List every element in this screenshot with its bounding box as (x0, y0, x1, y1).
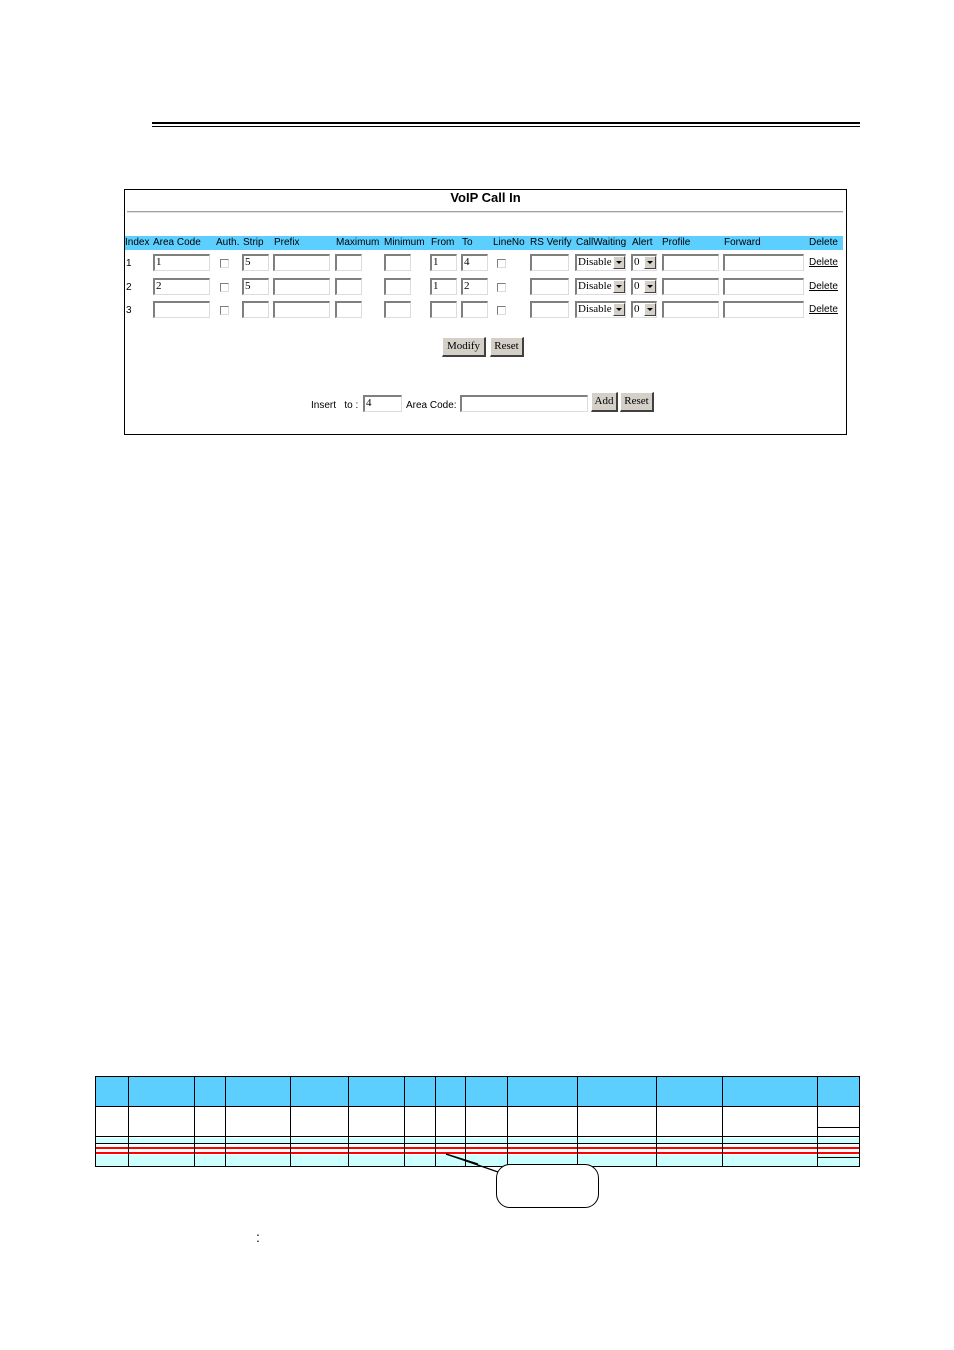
column-divider (404, 1077, 405, 1166)
delete-link[interactable]: Delete (809, 257, 838, 268)
rs-verify-input[interactable] (530, 254, 569, 271)
header-maximum: Maximum (336, 237, 380, 248)
alert-select[interactable] (631, 278, 657, 295)
lineno-checkbox[interactable] (497, 259, 506, 268)
rs-verify-input[interactable] (530, 301, 569, 318)
header-alert: Alert (632, 237, 653, 248)
callwaiting-select[interactable] (575, 278, 626, 295)
header-callwaiting: CallWaiting (576, 237, 627, 248)
header-to: To (462, 237, 473, 248)
prefix-input[interactable] (273, 278, 330, 295)
alert-select[interactable] (631, 254, 657, 271)
lineno-checkbox[interactable] (497, 283, 506, 292)
header-minimum: Minimum (384, 237, 425, 248)
row-divider (96, 1136, 859, 1137)
chevron-down-icon[interactable] (613, 256, 625, 269)
header-profile: Profile (662, 237, 691, 248)
column-divider (348, 1077, 349, 1166)
area-code-input[interactable]: 2 (153, 278, 210, 295)
to-input[interactable]: 4 (461, 254, 488, 271)
title-divider (127, 211, 843, 213)
header-forward: Forward (724, 237, 761, 248)
callwaiting-value: Disable (578, 303, 612, 315)
footer-colon: : (256, 1229, 260, 1245)
callwaiting-value: Disable (578, 256, 612, 268)
column-divider (656, 1077, 657, 1166)
row-index: 2 (126, 282, 132, 293)
rs-verify-input[interactable] (530, 278, 569, 295)
profile-input[interactable] (662, 301, 719, 318)
callwaiting-select[interactable] (575, 254, 626, 271)
minimum-input[interactable] (384, 254, 411, 271)
reset-insert-button[interactable]: Reset (620, 392, 654, 412)
from-input[interactable]: 1 (430, 278, 457, 295)
column-divider (128, 1077, 129, 1166)
column-divider (817, 1077, 818, 1166)
delete-link[interactable]: Delete (809, 281, 838, 292)
chevron-down-icon[interactable] (644, 280, 656, 293)
column-divider (290, 1077, 291, 1166)
profile-input[interactable] (662, 278, 719, 295)
alert-select[interactable] (631, 301, 657, 318)
header-rule-thin (152, 126, 860, 127)
minimum-input[interactable] (384, 301, 411, 318)
area-code-label: Area Code: (406, 400, 457, 411)
header-lineno: LineNo (493, 237, 525, 248)
diagram-table-header (96, 1077, 859, 1107)
chevron-down-icon[interactable] (613, 280, 625, 293)
to-input[interactable] (461, 301, 488, 318)
column-divider (722, 1077, 723, 1166)
maximum-input[interactable] (335, 278, 362, 295)
lineno-checkbox[interactable] (497, 306, 506, 315)
maximum-input[interactable] (335, 301, 362, 318)
column-divider (225, 1077, 226, 1166)
header-auth: Auth. (216, 237, 240, 248)
cell-line (818, 1157, 860, 1158)
callwaiting-select[interactable] (575, 301, 626, 318)
new-area-code-input[interactable] (460, 395, 588, 412)
forward-input[interactable] (723, 254, 804, 271)
callout-bubble (496, 1164, 599, 1208)
alert-value: 0 (634, 303, 640, 315)
minimum-input[interactable] (384, 278, 411, 295)
column-divider (194, 1077, 195, 1166)
add-button[interactable]: Add (591, 392, 618, 412)
chevron-down-icon[interactable] (644, 303, 656, 316)
table-header (125, 236, 843, 250)
area-code-input[interactable]: 1 (153, 254, 210, 271)
insert-label: Insert to : (311, 400, 359, 411)
panel-title: VoIP Call In (450, 190, 521, 205)
insert-position-input[interactable]: 4 (363, 395, 402, 412)
from-input[interactable]: 1 (430, 254, 457, 271)
alert-value: 0 (634, 256, 640, 268)
prefix-input[interactable] (273, 301, 330, 318)
header-delete: Delete (809, 237, 838, 248)
from-input[interactable] (430, 301, 457, 318)
row-divider (96, 1143, 859, 1144)
strip-input[interactable] (242, 301, 269, 318)
auth-checkbox[interactable] (220, 283, 229, 292)
strip-input[interactable]: 5 (242, 278, 269, 295)
header-strip: Strip (243, 237, 264, 248)
row-index: 1 (126, 258, 132, 269)
chevron-down-icon[interactable] (613, 303, 625, 316)
alert-value: 0 (634, 280, 640, 292)
delete-link[interactable]: Delete (809, 304, 838, 315)
row-index: 3 (126, 305, 132, 316)
forward-input[interactable] (723, 278, 804, 295)
column-divider (435, 1077, 436, 1166)
cell-line (818, 1127, 860, 1128)
header-from: From (431, 237, 455, 248)
modify-button[interactable]: Modify (442, 337, 486, 357)
chevron-down-icon[interactable] (644, 256, 656, 269)
prefix-input[interactable] (273, 254, 330, 271)
highlight-line (96, 1147, 859, 1149)
column-divider (577, 1077, 578, 1166)
header-prefix: Prefix (274, 237, 300, 248)
header-index: Index (125, 237, 150, 248)
profile-input[interactable] (662, 254, 719, 271)
to-input[interactable]: 2 (461, 278, 488, 295)
auth-checkbox[interactable] (220, 259, 229, 268)
auth-checkbox[interactable] (220, 306, 229, 315)
forward-input[interactable] (723, 301, 804, 318)
header-rs-verify: RS Verify (530, 237, 572, 248)
strip-input[interactable]: 5 (242, 254, 269, 271)
area-code-input[interactable] (153, 301, 210, 318)
maximum-input[interactable] (335, 254, 362, 271)
header-area-code: Area Code (153, 237, 201, 248)
reset-button[interactable]: Reset (490, 337, 524, 357)
callwaiting-value: Disable (578, 280, 612, 292)
header-rule-thick (152, 122, 860, 124)
